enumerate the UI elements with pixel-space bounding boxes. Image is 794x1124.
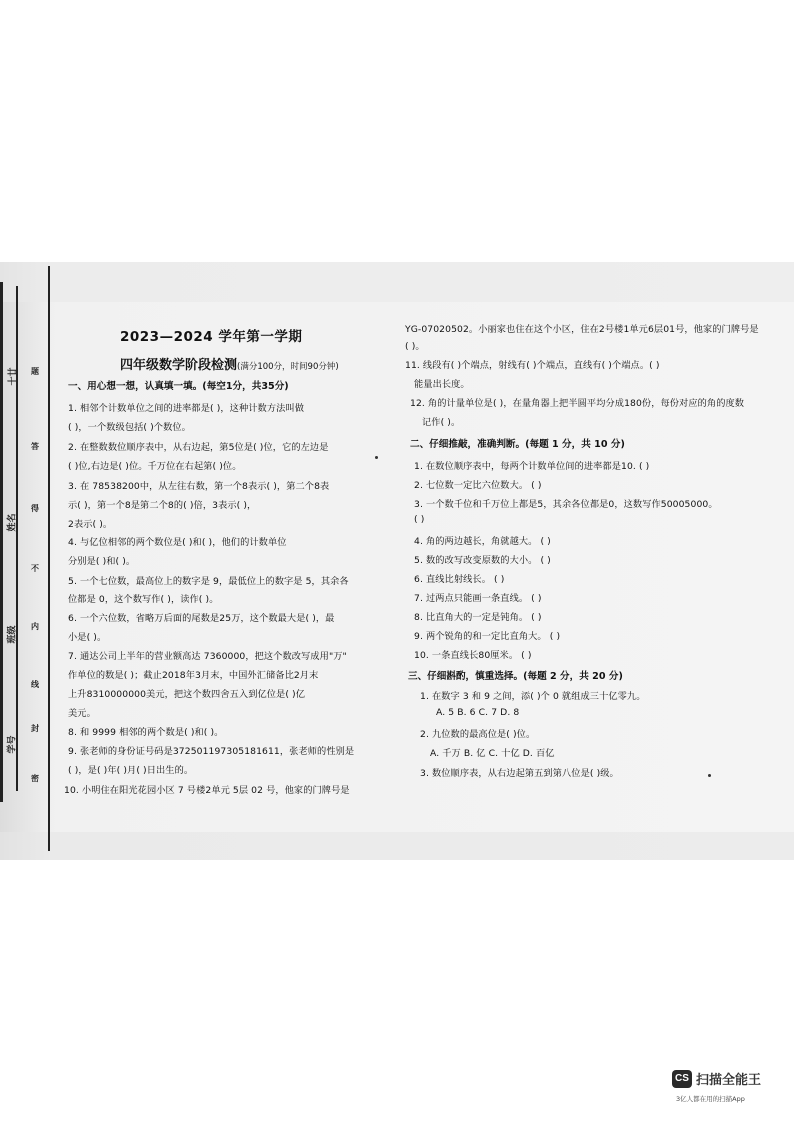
question-line: 9. 张老师的身份证号码是372501197305181611，张老师的性别是 [68, 746, 355, 757]
question-line: 10. 小明住在阳光花园小区 7 号楼2单元 5层 02 号，他家的门牌号是 [64, 785, 350, 796]
judge-item: 9. 两个锐角的和一定比直角大。 ( ) [414, 631, 561, 642]
question-line: 位都是 0，这个数写作( )，读作( )。 [68, 594, 219, 605]
judge-item: 5. 数的改写改变原数的大小。 ( ) [414, 555, 551, 566]
judge-item: 1. 在数位顺序表中，每两个计数单位间的进率都是10. ( ) [414, 461, 650, 472]
question-line: 3. 在 78538200中，从左往右数，第一个8表示( )，第二个8表 [68, 481, 330, 492]
question-line: 4. 与亿位相邻的两个数位是( )和( )，他们的计数单位 [68, 537, 287, 548]
question-line: 7. 通达公司上半年的营业额高达 7360000，把这个数改写成用"万" [68, 651, 347, 662]
choice-line: 3. 数位顺序表，从右边起第五到第八位是( )级。 [420, 768, 619, 779]
margin-char: 内 [31, 622, 39, 631]
camscanner-name: 扫描全能王 [696, 1073, 762, 1088]
scan-speck [375, 456, 378, 459]
question-line: 示( )，第一个8是第二个8的( )倍，3表示( )， [68, 500, 257, 511]
subtitle-text: 四年级数学阶段检测 [120, 358, 238, 373]
scan-speck [708, 774, 711, 777]
subtitle-note: (满分100分，时间90分钟) [237, 362, 339, 372]
margin-fragment: 班级 [7, 625, 18, 644]
question-line: 1. 相邻个计数单位之间的进率都是( )，这种计数方法叫做 [68, 403, 304, 414]
binding-line [48, 266, 50, 851]
question-line: 5. 一个七位数，最高位上的数字是 9，最低位上的数字是 5，其余各 [68, 576, 349, 587]
question-line: 记作( )。 [422, 417, 461, 428]
question-line: ( )，是( )年( )月( )日出生的。 [68, 765, 194, 776]
question-line: 11. 线段有( )个端点，射线有( )个端点，直线有( )个端点。( ) [405, 360, 660, 371]
choice-options: A. 5 B. 6 C. 7 D. 8 [436, 707, 520, 718]
margin-char: 线 [31, 680, 39, 689]
judge-item: 3. 一个数千位和千万位上都是5，其余各位都是0，这数写作50005000。 [414, 499, 718, 510]
margin-fragment: 姓名 [7, 513, 18, 532]
question-line: ( )，一个数级包括( )个数位。 [68, 422, 191, 433]
choice-line: 2. 九位数的最高位是( )位。 [420, 729, 536, 740]
margin-fragment: 学号 [7, 735, 18, 754]
question-line: 美元。 [68, 708, 96, 719]
question-line: ( )。 [405, 341, 425, 352]
camscanner-logo-icon: CS [672, 1070, 692, 1088]
exam-subtitle [120, 354, 339, 373]
exam-title: 2023—2024 学年第一学期 [120, 329, 303, 345]
margin-box-line [16, 286, 18, 791]
question-line: 能量出长度。 [414, 379, 470, 390]
question-line: 上升8310000000美元，把这个数四舍五入到亿位是( )亿 [68, 689, 306, 700]
section2-title: 二、仔细推敲，准确判断。(每题 1 分，共 10 分) [410, 439, 625, 450]
question-line: ( )位,右边是( )位。千万位在右起第( )位。 [68, 461, 242, 472]
question-line: 小是( )。 [68, 632, 107, 643]
judge-item: ( ) [414, 514, 425, 525]
margin-char: 不 [31, 564, 39, 573]
margin-char: 密 [31, 774, 39, 783]
judge-item: 7. 过两点只能画一条直线。 ( ) [414, 593, 542, 604]
question-line: 作单位的数是( )；截止2018年3月末，中国外汇储备比2月末 [68, 670, 319, 681]
judge-item: 2. 七位数一定比六位数大。 ( ) [414, 480, 542, 491]
margin-char: 题 [31, 367, 39, 376]
section3-title: 三、仔细斟酌，慎重选择。(每题 2 分，共 20 分) [408, 671, 623, 682]
question-line: 2表示( )。 [68, 519, 113, 530]
question-line: 2. 在整数数位顺序表中，从右边起，第5位是( )位，它的左边是 [68, 442, 329, 453]
margin-char: 答 [31, 442, 39, 451]
camscanner-tagline: 3亿人都在用的扫描App [676, 1095, 745, 1103]
question-line: 分别是( )和( )。 [68, 556, 136, 567]
margin-char: 封 [31, 724, 39, 733]
choice-line: 1. 在数字 3 和 9 之间，添( )个 0 就组成三十亿零九。 [420, 691, 646, 702]
left-border-line [0, 282, 3, 802]
judge-item: 8. 比直角大的一定是钝角。 ( ) [414, 612, 542, 623]
judge-item: 4. 角的两边越长，角就越大。 ( ) [414, 536, 551, 547]
margin-char: 得 [31, 504, 39, 513]
section1-title: 一、用心想一想，认真填一填。(每空1分，共35分) [68, 381, 289, 392]
judge-item: 10. 一条直线长80厘米。 ( ) [414, 650, 532, 661]
camscanner-watermark [672, 1064, 790, 1110]
question-line: 12. 角的计量单位是( )，在量角器上把半圆平均分成180份，每份对应的角的度数 [410, 398, 745, 409]
choice-options: A. 千万 B. 亿 C. 十亿 D. 百亿 [430, 748, 555, 759]
question-line: YG-07020502。小丽家也住在这个小区，住在2号楼1单元6层01号，他家的门牌号是 [405, 324, 759, 335]
judge-item: 6. 直线比射线长。 ( ) [414, 574, 505, 585]
margin-fragment: 十廿 [8, 367, 19, 386]
question-line: 6. 一个六位数，省略万后面的尾数是25万，这个数最大是( )，最 [68, 613, 335, 624]
question-line: 8. 和 9999 相邻的两个数是( )和( )。 [68, 727, 224, 738]
